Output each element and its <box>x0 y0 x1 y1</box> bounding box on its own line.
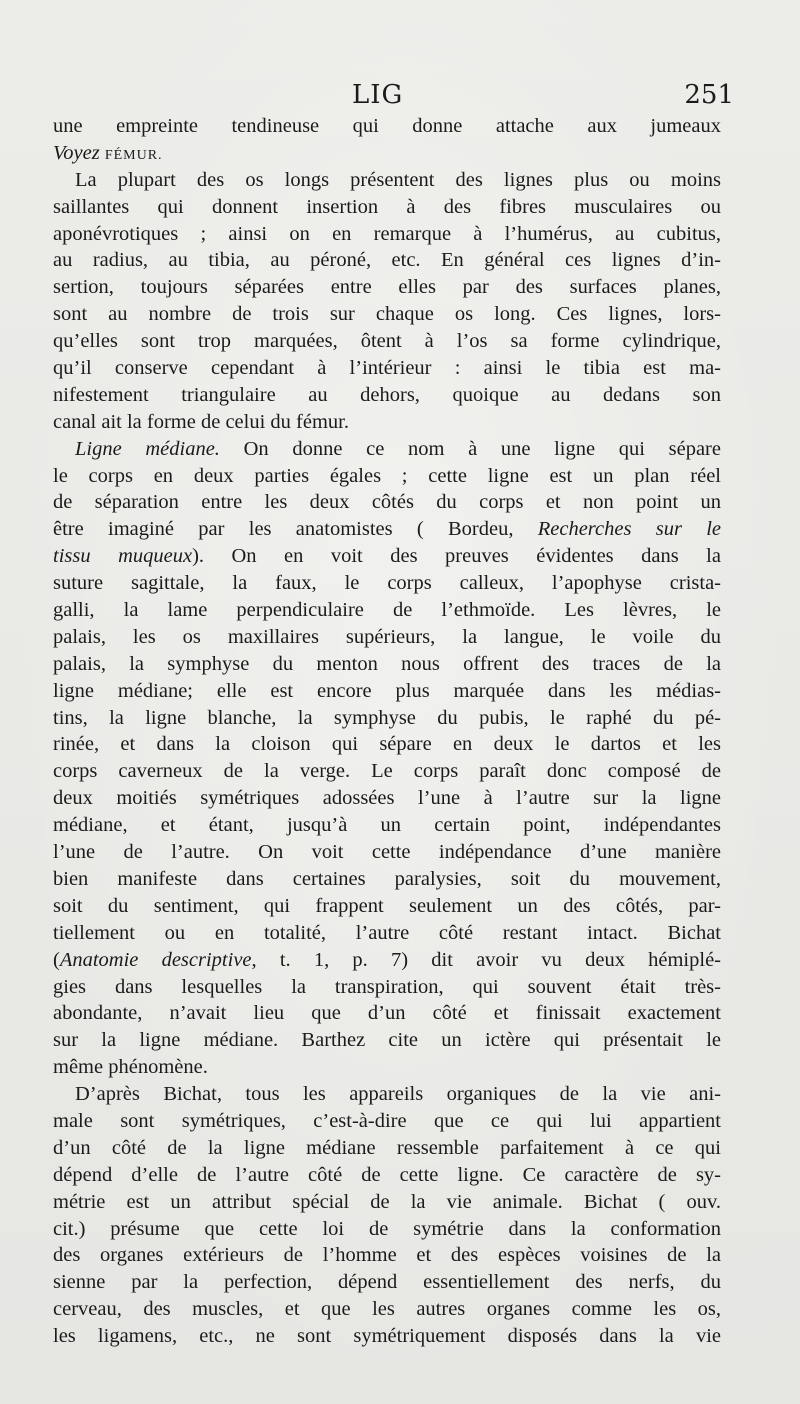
text-run: métrie est un attribut spécial de la vie animale. Bichat ( ouv. <box>53 1190 721 1213</box>
text-run: soit du sentiment, qui frappent seulement un des côtés, par- <box>53 894 721 917</box>
text-line <box>53 1108 721 1135</box>
text-line <box>53 436 721 463</box>
text-line <box>53 947 721 974</box>
text-run: être imaginé par les anatomistes ( Bordeu, <box>53 518 514 541</box>
text-run: corps caverneux de la verge. Le corps paraît donc composé de <box>53 760 721 783</box>
text-run: nifestement triangulaire au dehors, quoique au dedans son <box>53 383 721 406</box>
text-run: On donne ce nom à une ligne qui sépare <box>219 437 721 460</box>
text-run: sertion, toujours séparées entre elles par des surfaces planes, <box>53 276 721 299</box>
text-run: les ligamens, etc., ne sont symétriquement disposés dans la vie <box>53 1325 721 1348</box>
text-line <box>53 463 721 490</box>
text-run: D’après Bichat, tous les appareils organiques de la vie ani- <box>75 1083 721 1106</box>
text-run: FÉMUR. <box>104 147 163 163</box>
text-run: de séparation entre les deux côtés du corps et non point un <box>53 491 721 514</box>
text-line <box>53 1323 721 1350</box>
text-line <box>53 893 721 920</box>
text-run: dépend d’elle de l’autre côté de cette ligne. Ce caractère de sy- <box>53 1163 721 1186</box>
page-number: 251 <box>684 80 734 110</box>
text-run: Anatomie descriptive <box>59 948 252 971</box>
text-line <box>53 328 721 355</box>
text-run: qu’il conserve cependant à l’intérieur : ainsi le tibia est ma- <box>53 357 721 380</box>
text-run: palais, la symphyse du menton nous offrent des traces de la <box>53 652 721 675</box>
text-line <box>53 866 721 893</box>
text-line <box>53 651 721 678</box>
text-line <box>53 247 721 274</box>
text-line <box>53 570 721 597</box>
text-line <box>53 489 721 516</box>
text-run: l’une de l’autre. On voit cette indépendance d’une manière <box>53 841 721 864</box>
text-line <box>53 1296 721 1323</box>
text-run: le corps en deux parties égales ; cette ligne est un plan réel <box>53 464 721 487</box>
text-run: ). On en voit des preuves évidentes dans la <box>192 545 721 568</box>
text-line <box>53 301 721 328</box>
text-line <box>53 839 721 866</box>
text-line <box>53 221 721 248</box>
text-line <box>53 543 721 570</box>
text-line <box>53 1216 721 1243</box>
text-line <box>53 785 721 812</box>
text-line <box>53 382 721 409</box>
text-line <box>53 1269 721 1296</box>
text-line <box>53 678 721 705</box>
text-run: Ligne médiane. <box>75 437 220 460</box>
text-line <box>53 1000 721 1027</box>
text-line <box>53 812 721 839</box>
text-line <box>53 705 721 732</box>
text-run: bien manifeste dans certaines paralysies, soit du mouvement, <box>53 867 721 890</box>
text-run: cerveau, des muscles, et que les autres organes comme les os, <box>53 1298 721 1321</box>
text-run: aponévrotiques ; ainsi on en remarque à l’humérus, au cubitus, <box>53 222 721 245</box>
text-run: palais, les os maxillaires supérieurs, la langue, le voile du <box>53 625 721 648</box>
text-run: male sont symétriques, c’est-à-dire que ce qui lui appartient <box>53 1109 721 1132</box>
text-run: galli, la lame perpendiculaire de l’ethmoïde. Les lèvres, le <box>53 599 721 622</box>
text-line <box>53 597 721 624</box>
text-run: d’un côté de la ligne médiane ressemble parfaitement à ce qui <box>53 1136 721 1159</box>
text-run: rinée, et dans la cloison qui sépare en deux le dartos et les <box>53 733 721 756</box>
text-run: au radius, au tibia, au péroné, etc. En général ces lignes d’in- <box>53 249 721 272</box>
text-run: abondante, n’avait lieu que d’un côté et finissait exactement <box>53 1002 721 1025</box>
text-run: deux moitiés symétriques adossées l’une à l’autre sur la ligne <box>53 787 721 810</box>
text-run: ligne médiane; elle est encore plus marquée dans les médias- <box>53 679 721 702</box>
text-run: gies dans lesquelles la transpiration, qui souvent était très- <box>53 975 721 998</box>
text-run: des organes extérieurs de l’homme et des espèces voisines de la <box>53 1244 721 1267</box>
text-line <box>53 1242 721 1269</box>
text-line <box>53 1027 721 1054</box>
text-run: tiellement ou en totalité, l’autre côté restant intact. Bichat <box>53 921 721 944</box>
text-run: saillantes qui donnent insertion à des fibres musculaires ou <box>53 195 721 218</box>
text-line <box>53 1135 721 1162</box>
text-run: Recherches sur le <box>537 518 721 541</box>
text-run: La plupart des os longs présentent des lignes plus ou moins <box>75 168 721 191</box>
running-head-title: LIG <box>352 80 404 110</box>
text-run: suture sagittale, la faux, le corps calleux, l’apophyse crista- <box>53 572 721 595</box>
text-run: une empreinte tendineuse qui donne attache aux jumeaux <box>53 115 721 137</box>
text-run: même phénomène. <box>53 1056 208 1079</box>
text-run: qu’elles sont trop marquées, ôtent à l’os sa forme cylindrique, <box>53 330 721 353</box>
running-head <box>52 80 734 112</box>
text-line <box>53 1162 721 1189</box>
text-line <box>53 194 721 221</box>
text-line <box>53 516 721 543</box>
text-run: canal ait la forme de celui du fémur. <box>53 410 349 433</box>
text-line <box>53 355 721 382</box>
text-line <box>53 274 721 301</box>
text-run: Voyez <box>53 141 100 164</box>
text-run: sienne par la perfection, dépend essentiellement des nerfs, du <box>53 1271 721 1294</box>
text-run: sont au nombre de trois sur chaque os long. Ces lignes, lors- <box>53 303 721 326</box>
text-run: tissu muqueux <box>53 545 193 568</box>
text-line <box>53 920 721 947</box>
text-line <box>53 1081 721 1108</box>
text-line <box>53 140 721 167</box>
text-line <box>53 1054 721 1081</box>
text-line <box>53 409 721 436</box>
text-line <box>53 624 721 651</box>
text-run: tins, la ligne blanche, la symphyse du pubis, le raphé du pé- <box>53 706 721 729</box>
text-run: cit.) présume que cette loi de symétrie dans la conformation <box>53 1217 721 1240</box>
text-run: sur la ligne médiane. Barthez cite un ictère qui présentait le <box>53 1029 721 1052</box>
text-line <box>53 731 721 758</box>
text-line <box>53 167 721 194</box>
text-line <box>53 113 721 140</box>
text-run: médiane, et étant, jusqu’à un certain point, indépendantes <box>53 814 721 837</box>
text-line <box>53 1189 721 1216</box>
body-text <box>53 113 721 1350</box>
text-run: , t. 1, p. 7) dit avoir vu deux hémiplé- <box>251 948 721 971</box>
text-run: ( <box>53 948 60 971</box>
text-line <box>53 758 721 785</box>
text-line <box>53 974 721 1001</box>
